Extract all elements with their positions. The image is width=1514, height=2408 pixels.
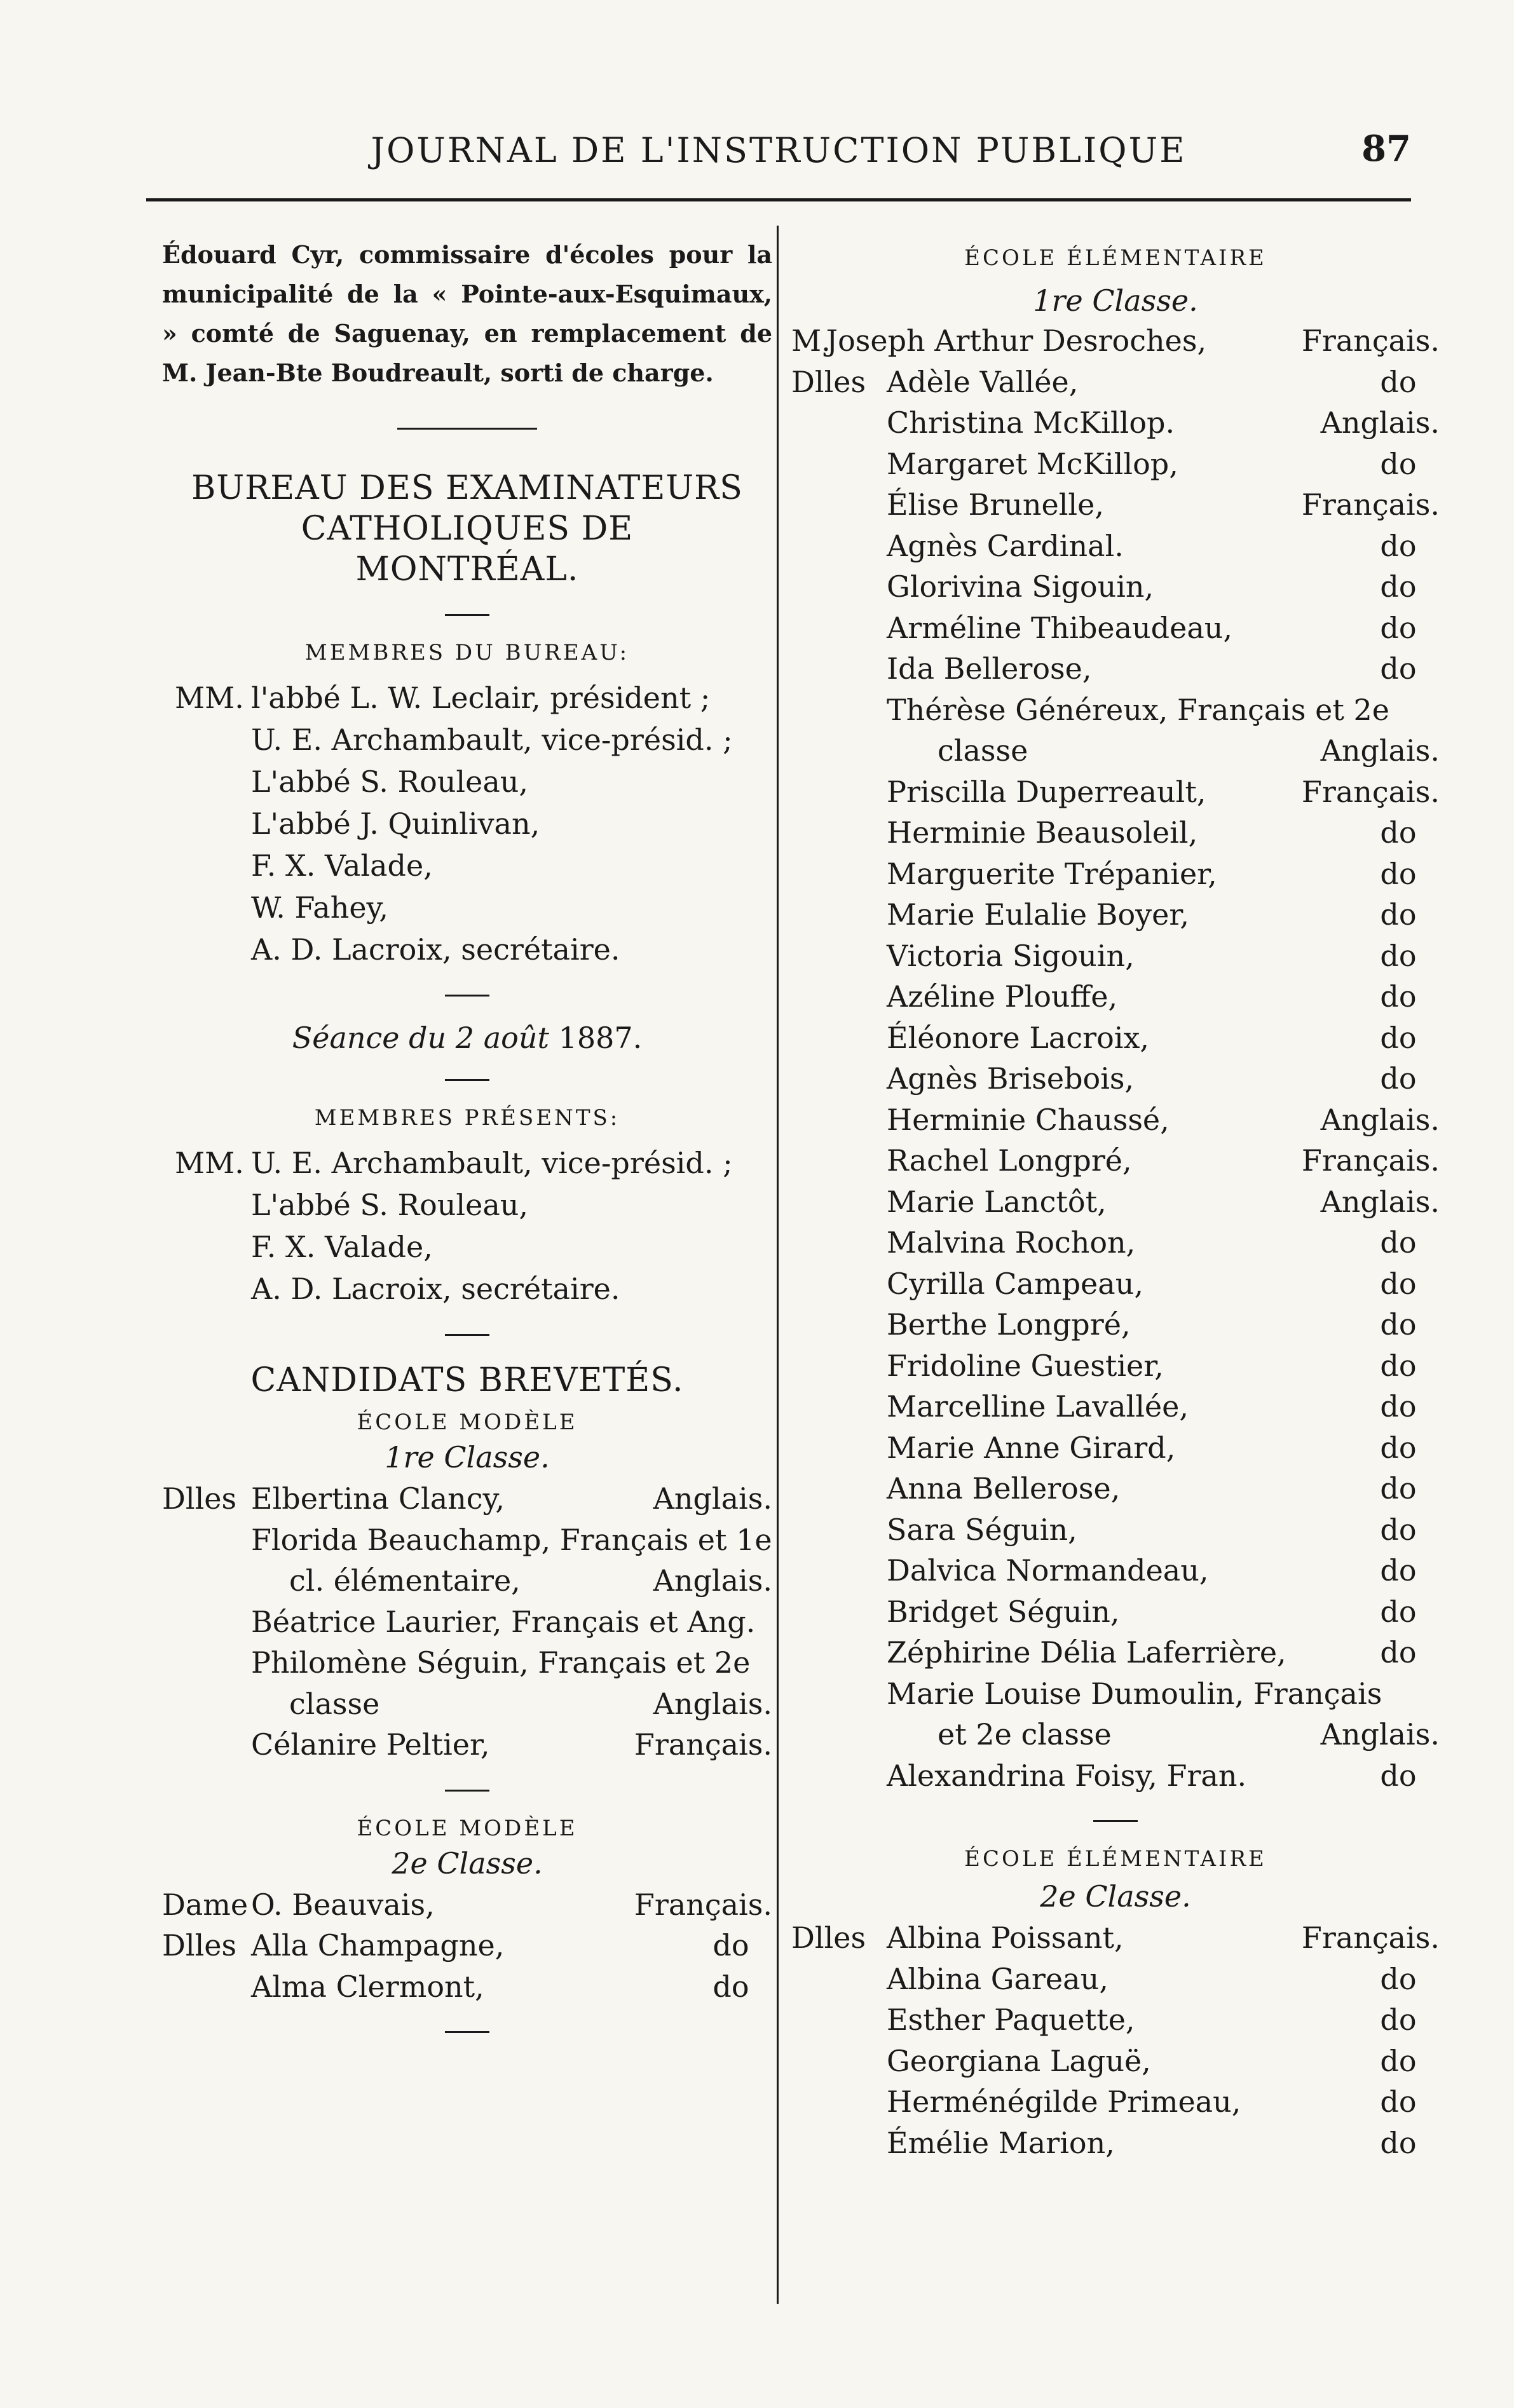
list-item: [162, 1966, 772, 2008]
list-item: [791, 484, 1440, 526]
list-item: [791, 526, 1440, 567]
candidate-name: Marie Lanctôt,: [887, 1184, 1107, 1219]
section-rule: [445, 995, 489, 997]
list-item: [791, 1999, 1440, 2041]
seance-date: [162, 1021, 772, 1055]
membres-presents-list: [162, 1142, 772, 1310]
left-column: [162, 235, 772, 2057]
list-item: [791, 1181, 1440, 1223]
member-item: [162, 1184, 772, 1226]
candidate-name: Agnès Cardinal.: [887, 528, 1124, 563]
candidate-name: Malvina Rochon,: [887, 1225, 1136, 1260]
list-item: [791, 1714, 1440, 1755]
candidate-name: Herménégilde Primeau,: [887, 2085, 1241, 2119]
candidate-name: et 2e classe: [938, 1717, 1112, 1752]
candidate-name: Sara Séguin,: [887, 1512, 1077, 1547]
title-label: Dlles: [791, 364, 866, 399]
language: do: [1380, 1430, 1417, 1465]
language: Anglais.: [1320, 1717, 1440, 1752]
language: do: [1380, 815, 1417, 850]
list-item: [791, 320, 1440, 362]
language: do: [1380, 1553, 1417, 1588]
candidate-name: Glorivina Sigouin,: [887, 569, 1154, 604]
seance-year: 1887.: [558, 1021, 643, 1055]
member-item: [162, 845, 772, 887]
list-item: [791, 935, 1440, 977]
right-column: [791, 235, 1440, 2163]
language: Anglais.: [653, 1563, 772, 1598]
section-rule: [445, 614, 489, 616]
section-rule: [397, 428, 537, 430]
candidate-name: Célanire Peltier,: [251, 1727, 490, 1762]
candidate-name: Thérèse Généreux, Français et 2e: [887, 692, 1389, 727]
language: Anglais.: [653, 1481, 772, 1516]
candidate-name: Bridget Séguin,: [887, 1594, 1120, 1629]
bureau-title-line-1: BUREAU DES EXAMINATEURS: [191, 469, 743, 507]
member-prefix: MM.: [175, 681, 244, 715]
candidate-name: Alexandrina Foisy, Fran.: [887, 1758, 1247, 1793]
list-item: [791, 444, 1440, 485]
candidate-name: cl. élémentaire,: [289, 1563, 521, 1598]
language: Anglais.: [1320, 733, 1440, 768]
member-name: W. Fahey,: [251, 890, 389, 925]
list-item: [162, 1884, 772, 1926]
list-item: [791, 1222, 1440, 1263]
language: do: [1380, 2003, 1417, 2037]
language: do: [713, 1969, 749, 2004]
list-item: [791, 2123, 1440, 2164]
language: do: [1380, 446, 1417, 481]
elementaire-1-list: [791, 362, 1440, 1797]
language: Français.: [1301, 323, 1440, 358]
list-item: [162, 1560, 772, 1602]
elementaire-2-classe: 2e Classe.: [1040, 1879, 1191, 1914]
seance-label: Séance du 2 août: [292, 1021, 549, 1055]
candidate-name: Adèle Vallée,: [887, 364, 1079, 399]
candidate-name: Arméline Thibeaudeau,: [887, 610, 1233, 645]
language: do: [1380, 2085, 1417, 2119]
candidate-name: Marcelline Lavallée,: [887, 1389, 1189, 1424]
member-name: L'abbé S. Rouleau,: [251, 765, 529, 799]
elementaire-2-heading: ÉCOLE ÉLÉMENTAIRE: [964, 1846, 1267, 1872]
page-number: 87: [1361, 128, 1411, 170]
language: do: [1380, 1348, 1417, 1383]
language: do: [1380, 569, 1417, 604]
section-rule: [445, 1334, 489, 1336]
language: do: [1380, 528, 1417, 563]
title-label: Dlles: [162, 1481, 237, 1516]
candidate-name: Margaret McKillop,: [887, 446, 1178, 481]
member-name: A. D. Lacroix, secrétaire.: [251, 932, 620, 967]
list-item: [791, 1386, 1440, 1427]
language: do: [1380, 2125, 1417, 2160]
journal-title: JOURNAL DE L'INSTRUCTION PUBLIQUE: [371, 130, 1187, 170]
list-item: [162, 1520, 772, 1561]
candidate-name: Marie Eulalie Boyer,: [887, 897, 1189, 932]
list-item: [162, 1478, 772, 1520]
language: Français.: [1301, 1143, 1440, 1178]
candidate-name: Esther Paquette,: [887, 2003, 1135, 2037]
list-item: [791, 1917, 1440, 1959]
candidate-name: Azéline Plouffe,: [887, 979, 1118, 1014]
list-item: [791, 1304, 1440, 1345]
member-name: l'abbé L. W. Leclair, président ;: [251, 681, 711, 715]
elementaire-1-classe: 1re Classe.: [1033, 283, 1198, 318]
list-item: [791, 1017, 1440, 1059]
candidate-name: Élise Brunelle,: [887, 487, 1104, 522]
member-item: [162, 803, 772, 845]
candidate-name: Florida Beauchamp, Français et 1e: [251, 1522, 772, 1557]
list-item: [791, 1058, 1440, 1099]
intro-paragraph: Édouard Cyr, commissaire d'écoles pour la municipalité de la « Pointe-aux-Esquimaux, » comté de Saguenay, en remplacement de M. Jean-Bte Boudreault, sorti de charge.: [162, 240, 772, 387]
candidate-name: Christina McKillop.: [887, 405, 1175, 440]
list-item: [791, 1755, 1440, 1797]
member-name: A. D. Lacroix, secrétaire.: [251, 1272, 620, 1306]
candidate-name: Marguerite Trépanier,: [887, 856, 1217, 891]
candidate-name: Herminie Beausoleil,: [887, 815, 1198, 850]
candidate-name: Alma Clermont,: [251, 1969, 484, 2004]
language: Français.: [1301, 487, 1440, 522]
language: Français.: [634, 1727, 772, 1762]
member-item: [162, 929, 772, 970]
candidate-name: Fridoline Guestier,: [887, 1348, 1164, 1383]
list-item: [791, 812, 1440, 854]
bureau-title-line-3: MONTRÉAL.: [355, 550, 579, 588]
ecole-modele-1-heading: ÉCOLE MODÈLE: [357, 1410, 578, 1435]
list-item: [791, 1140, 1440, 1181]
language: do: [1380, 897, 1417, 932]
candidate-name: Anna Bellerose,: [887, 1471, 1121, 1506]
header-rule: [146, 198, 1411, 201]
membres-bureau-list: [162, 677, 772, 970]
member-item: [162, 1226, 772, 1268]
list-item: [791, 730, 1440, 772]
language: do: [1380, 1389, 1417, 1424]
language: do: [713, 1928, 749, 1962]
member-item: [162, 1268, 772, 1310]
candidate-name: Alla Champagne,: [251, 1928, 505, 1962]
list-item: [791, 1509, 1440, 1551]
ecole-modele-2-heading: ÉCOLE MODÈLE: [357, 1815, 578, 1841]
list-item: [791, 566, 1440, 608]
title-label: M.: [791, 323, 831, 358]
candidate-name: Agnès Brisebois,: [887, 1061, 1135, 1096]
language: do: [1380, 1594, 1417, 1629]
membres-presents-heading: MEMBRES PRÉSENTS:: [314, 1105, 620, 1131]
language: do: [1380, 1635, 1417, 1670]
language: do: [1380, 610, 1417, 645]
ecole-modele-2-classe: 2e Classe.: [392, 1846, 543, 1881]
list-item: [791, 894, 1440, 935]
list-item: [162, 1925, 772, 1966]
language: do: [1380, 1512, 1417, 1547]
language: do: [1380, 651, 1417, 686]
language: Français.: [1301, 774, 1440, 809]
section-rule: [445, 1790, 489, 1792]
language: do: [1380, 1307, 1417, 1342]
list-item: [791, 608, 1440, 649]
member-name: L'abbé J. Quinlivan,: [251, 806, 540, 841]
language: do: [1380, 938, 1417, 973]
membres-bureau-heading: MEMBRES DU BUREAU:: [304, 640, 630, 665]
language: do: [1380, 1061, 1417, 1096]
section-rule: [445, 1079, 489, 1081]
member-item: [162, 761, 772, 803]
language: do: [1380, 1961, 1417, 1996]
list-item: [791, 690, 1440, 731]
member-name: U. E. Archambault, vice-présid. ;: [251, 723, 733, 757]
modele-1-list: [162, 1478, 772, 1765]
candidate-name: Marie Anne Girard,: [887, 1430, 1176, 1465]
member-prefix: MM.: [175, 1146, 244, 1180]
language: Anglais.: [1320, 405, 1440, 440]
language: do: [1380, 2043, 1417, 2078]
list-item: [791, 2081, 1440, 2123]
candidate-name: Albina Gareau,: [887, 1961, 1108, 1996]
language: do: [1380, 1758, 1417, 1793]
section-rule: [445, 2031, 489, 2033]
language: Anglais.: [653, 1686, 772, 1721]
candidate-name: Marie Louise Dumoulin, Français: [887, 1676, 1382, 1711]
section-rule: [1093, 1820, 1138, 1822]
member-item: [162, 677, 772, 719]
language: do: [1380, 1266, 1417, 1301]
list-item: [162, 1684, 772, 1725]
title-label: Dame: [162, 1887, 249, 1922]
list-item: [791, 976, 1440, 1017]
list-item: [791, 648, 1440, 690]
candidate-name: Georgiana Laguë,: [887, 2043, 1151, 2078]
modele-2-list: [162, 1925, 772, 2007]
candidate-name: Priscilla Duperreault,: [887, 774, 1206, 809]
list-item: [791, 362, 1440, 403]
candidats-heading: CANDIDATS BREVETÉS.: [250, 1361, 684, 1399]
member-name: F. X. Valade,: [251, 1230, 433, 1264]
list-item: [791, 1427, 1440, 1469]
candidate-name: Ida Bellerose,: [887, 651, 1092, 686]
candidate-name: Rachel Longpré,: [887, 1143, 1132, 1178]
candidate-name: Philomène Séguin, Français et 2e: [251, 1645, 751, 1680]
list-item: [791, 854, 1440, 895]
language: Français.: [634, 1887, 772, 1922]
candidate-name: Berthe Longpré,: [887, 1307, 1131, 1342]
language: do: [1380, 1020, 1417, 1055]
candidate-name: Zéphirine Délia Laferrière,: [887, 1635, 1286, 1670]
list-item: [791, 1468, 1440, 1509]
language: do: [1380, 1225, 1417, 1260]
column-separator: [777, 226, 779, 2304]
language: Anglais.: [1320, 1184, 1440, 1219]
language: do: [1380, 856, 1417, 891]
list-item: [791, 1959, 1440, 2000]
list-item: [162, 1602, 772, 1643]
list-item: [791, 1673, 1440, 1715]
candidate-name: Victoria Sigouin,: [887, 938, 1135, 973]
list-item: [791, 1550, 1440, 1591]
elementaire-1-heading: ÉCOLE ÉLÉMENTAIRE: [964, 245, 1267, 271]
list-item: [791, 1632, 1440, 1673]
candidate-name: classe: [289, 1686, 380, 1721]
title-label: Dlles: [791, 1921, 866, 1955]
member-item: [162, 887, 772, 929]
member-item: [162, 1142, 772, 1184]
language: do: [1380, 1471, 1417, 1506]
list-item: [791, 1591, 1440, 1633]
member-name: L'abbé S. Rouleau,: [251, 1188, 529, 1222]
candidate-name: Herminie Chaussé,: [887, 1102, 1170, 1137]
member-item: [162, 719, 772, 761]
candidate-name: Albina Poissant,: [887, 1921, 1124, 1955]
language: Anglais.: [1320, 1102, 1440, 1137]
list-item: [791, 402, 1440, 444]
list-item: [791, 1099, 1440, 1141]
list-item: [162, 1724, 772, 1765]
list-item: [791, 1345, 1440, 1387]
candidate-name: Joseph Arthur Desroches,: [826, 323, 1207, 358]
candidate-name: Émélie Marion,: [887, 2125, 1115, 2160]
list-item: [791, 2041, 1440, 2082]
member-name: U. E. Archambault, vice-présid. ;: [251, 1146, 733, 1180]
candidate-name: O. Beauvais,: [251, 1887, 435, 1922]
candidate-name: Cyrilla Campeau,: [887, 1266, 1143, 1301]
candidate-name: Dalvica Normandeau,: [887, 1553, 1209, 1588]
candidate-name: Béatrice Laurier, Français et Ang.: [251, 1604, 756, 1639]
title-label: Dlles: [162, 1928, 237, 1962]
list-item: [162, 1642, 772, 1684]
elementaire-2-list: [791, 1917, 1440, 2163]
list-item: [791, 772, 1440, 813]
language: Français.: [1301, 1921, 1440, 1955]
language: do: [1380, 364, 1417, 399]
candidate-name: Elbertina Clancy,: [251, 1481, 505, 1516]
bureau-title-line-2: CATHOLIQUES DE: [301, 510, 634, 548]
candidate-name: classe: [938, 733, 1028, 768]
candidate-name: Éléonore Lacroix,: [887, 1020, 1150, 1055]
language: do: [1380, 979, 1417, 1014]
running-header: [146, 130, 1411, 181]
list-item: [791, 1263, 1440, 1305]
ecole-modele-1-classe: 1re Classe.: [385, 1440, 550, 1474]
member-name: F. X. Valade,: [251, 848, 433, 883]
